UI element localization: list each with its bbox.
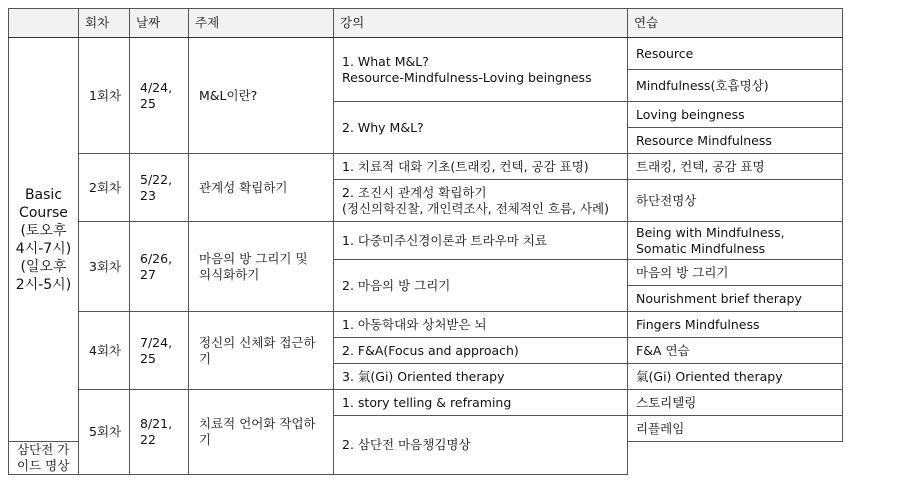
lecture-item: 2. F&A(Focus and approach)	[334, 338, 628, 364]
practice-item: 마음의 방 그리기	[628, 260, 843, 286]
lecture-item: 2. 마음의 방 그리기	[334, 260, 628, 312]
practice-item: Being with Mindfulness, Somatic Mindfulness	[628, 222, 843, 260]
session-number: 5회차	[79, 390, 130, 475]
practice-item: Fingers Mindfulness	[628, 312, 843, 338]
session-date: 4/24, 25	[130, 38, 189, 154]
session-date: 7/24, 25	[130, 312, 189, 390]
header-lecture: 강의	[334, 9, 628, 38]
practice-item: 하단전명상	[628, 180, 843, 222]
course-label: Basic Course (토오후 4시-7시) (일오후 2시-5시)	[9, 38, 79, 442]
lecture-item: 1. What M&L? Resource-Mindfulness-Loving beingness	[334, 38, 628, 102]
header-course	[9, 9, 79, 38]
header-row	[9, 9, 843, 38]
lecture-item: 1. story telling & reframing	[334, 390, 628, 416]
lecture-item: 2. 조진시 관계성 확립하기 (정신의학진찰, 개인력조사, 전체적인 흐름, 사례)	[334, 180, 628, 222]
table-row	[9, 390, 843, 416]
lecture-item: 1. 치료적 대화 기초(트래킹, 컨텍, 공감 표명)	[334, 154, 628, 180]
practice-item: 리플레임	[628, 416, 843, 442]
practice-item: 삼단전 가이드 명상	[9, 442, 79, 475]
session-date: 8/21, 22	[130, 390, 189, 475]
table-row	[9, 154, 843, 180]
session-topic: 관계성 확립하기	[189, 154, 334, 222]
session-number: 3회차	[79, 222, 130, 312]
table-row	[9, 312, 843, 338]
session-number: 4회차	[79, 312, 130, 390]
table-row	[9, 38, 843, 70]
practice-item: Loving beingness	[628, 102, 843, 128]
session-date: 6/26, 27	[130, 222, 189, 312]
lecture-item: 3. 氣(Gi) Oriented therapy	[334, 364, 628, 390]
practice-item: F&A 연습	[628, 338, 843, 364]
lecture-item: 1. 다중미주신경이론과 트라우마 치료	[334, 222, 628, 260]
practice-item: Mindfulness(호흡명상)	[628, 70, 843, 102]
session-number: 2회차	[79, 154, 130, 222]
practice-item: Resource	[628, 38, 843, 70]
session-topic: 정신의 신체화 접근하기	[189, 312, 334, 390]
header-session: 회차	[79, 9, 130, 38]
lecture-item: 2. Why M&L?	[334, 102, 628, 154]
header-topic: 주제	[189, 9, 334, 38]
session-topic: 마음의 방 그리기 및 의식화하기	[189, 222, 334, 312]
practice-item: 트래킹, 컨텍, 공감 표명	[628, 154, 843, 180]
lecture-item: 1. 아동학대와 상처받은 뇌	[334, 312, 628, 338]
practice-item: 氣(Gi) Oriented therapy	[628, 364, 843, 390]
lecture-item: 2. 삼단전 마음챙김명상	[334, 416, 628, 475]
curriculum-table	[8, 8, 843, 475]
practice-item: 스토리텔링	[628, 390, 843, 416]
session-topic: M&L이란?	[189, 38, 334, 154]
table-row	[9, 222, 843, 260]
header-practice: 연습	[628, 9, 843, 38]
session-topic: 치료적 언어화 작업하기	[189, 390, 334, 475]
session-number: 1회차	[79, 38, 130, 154]
session-date: 5/22, 23	[130, 154, 189, 222]
practice-item: Nourishment brief therapy	[628, 286, 843, 312]
header-date: 날짜	[130, 9, 189, 38]
practice-item: Resource Mindfulness	[628, 128, 843, 154]
curriculum-sheet	[8, 8, 843, 475]
